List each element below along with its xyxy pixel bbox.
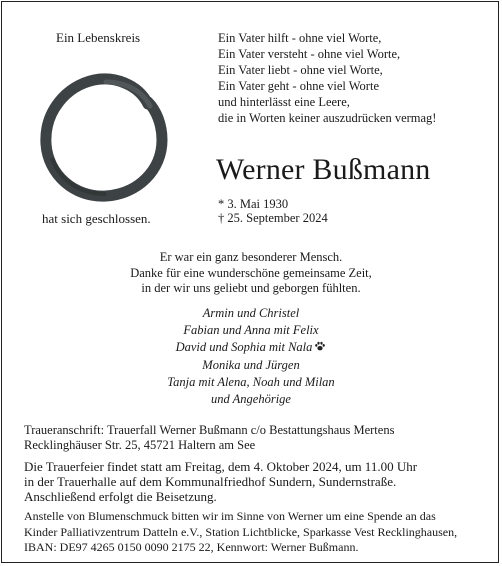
family-group-1	[2, 305, 500, 356]
family-line: Tanja mit Alena, Noah und Milan	[167, 375, 335, 389]
family-line: Armin und Christel	[202, 306, 300, 320]
poem	[218, 30, 436, 126]
poem-line: Ein Vater geht - ohne viel Worte	[218, 79, 379, 93]
ceremony-line: Die Trauerfeier findet statt am Freitag, dem 4. Oktober 2024, um 11.00 Uhr	[24, 459, 418, 474]
tribute-line: Er war ein ganz besonderer Mensch.	[159, 250, 343, 264]
paw-icon	[314, 340, 326, 352]
obituary-notice	[1, 1, 499, 563]
family-line: und Angehörige	[211, 392, 291, 406]
life-dates	[218, 197, 328, 225]
poem-line: die in Worten keiner auszudrücken vermag!	[218, 111, 437, 125]
address-line: Traueranschrift: Trauerfall Werner Bußmann c/o Bestattungshaus Mertens	[24, 423, 395, 437]
ceremony-line: Anschließend erfolgt die Beisetzung.	[24, 489, 217, 504]
geschlossen-text: hat sich geschlossen.	[42, 211, 151, 226]
ceremony-line: in der Trauerhalle auf dem Kommunalfriedhof Sundern, Sundernstraße.	[24, 474, 397, 489]
birth-date: * 3. Mai 1930	[218, 197, 289, 211]
donation-line: Kinder Palliativzentrum Datteln e.V., Station Lichtblicke, Sparkasse Vest Recklinghausen,	[24, 524, 458, 539]
tribute-text	[2, 250, 500, 297]
lebenskreis-heading: Ein Lebenskreis	[56, 30, 141, 45]
poem-line: Ein Vater versteht - ohne viel Worte,	[218, 47, 401, 61]
family-line: David und Sophia mit Nala	[2, 339, 500, 356]
funeral-ceremony-info	[24, 459, 417, 504]
mourning-address	[24, 423, 394, 452]
donation-line: Anstelle von Blumenschmuck bitten wir im Sinne von Werner um eine Spende an das	[24, 509, 436, 523]
death-date: † 25. September 2024	[218, 211, 328, 225]
family-line: Fabian und Anna mit Felix	[183, 323, 319, 337]
donation-line: IBAN: DE97 4265 0150 0090 2175 22, Kennwort: Werner Bußmann.	[24, 540, 359, 554]
tribute-line: Danke für eine wunderschöne gemeinsame Zeit,	[130, 265, 372, 280]
poem-line: Ein Vater liebt - ohne viel Worte,	[218, 63, 383, 77]
donation-request	[24, 509, 457, 556]
address-line: Recklinghäuser Str. 25, 45721 Haltern am See	[24, 437, 256, 452]
deceased-name: Werner Bußmann	[216, 153, 431, 186]
poem-line: Ein Vater hilft - ohne viel Worte,	[218, 31, 382, 45]
family-group-2	[2, 357, 500, 408]
tribute-line: in der wir uns geliebt und geborgen fühlten.	[141, 281, 361, 295]
poem-line: und hinterlässt eine Leere,	[218, 95, 350, 109]
enso-circle-icon	[30, 62, 180, 212]
family-line: Monika und Jürgen	[202, 358, 300, 372]
